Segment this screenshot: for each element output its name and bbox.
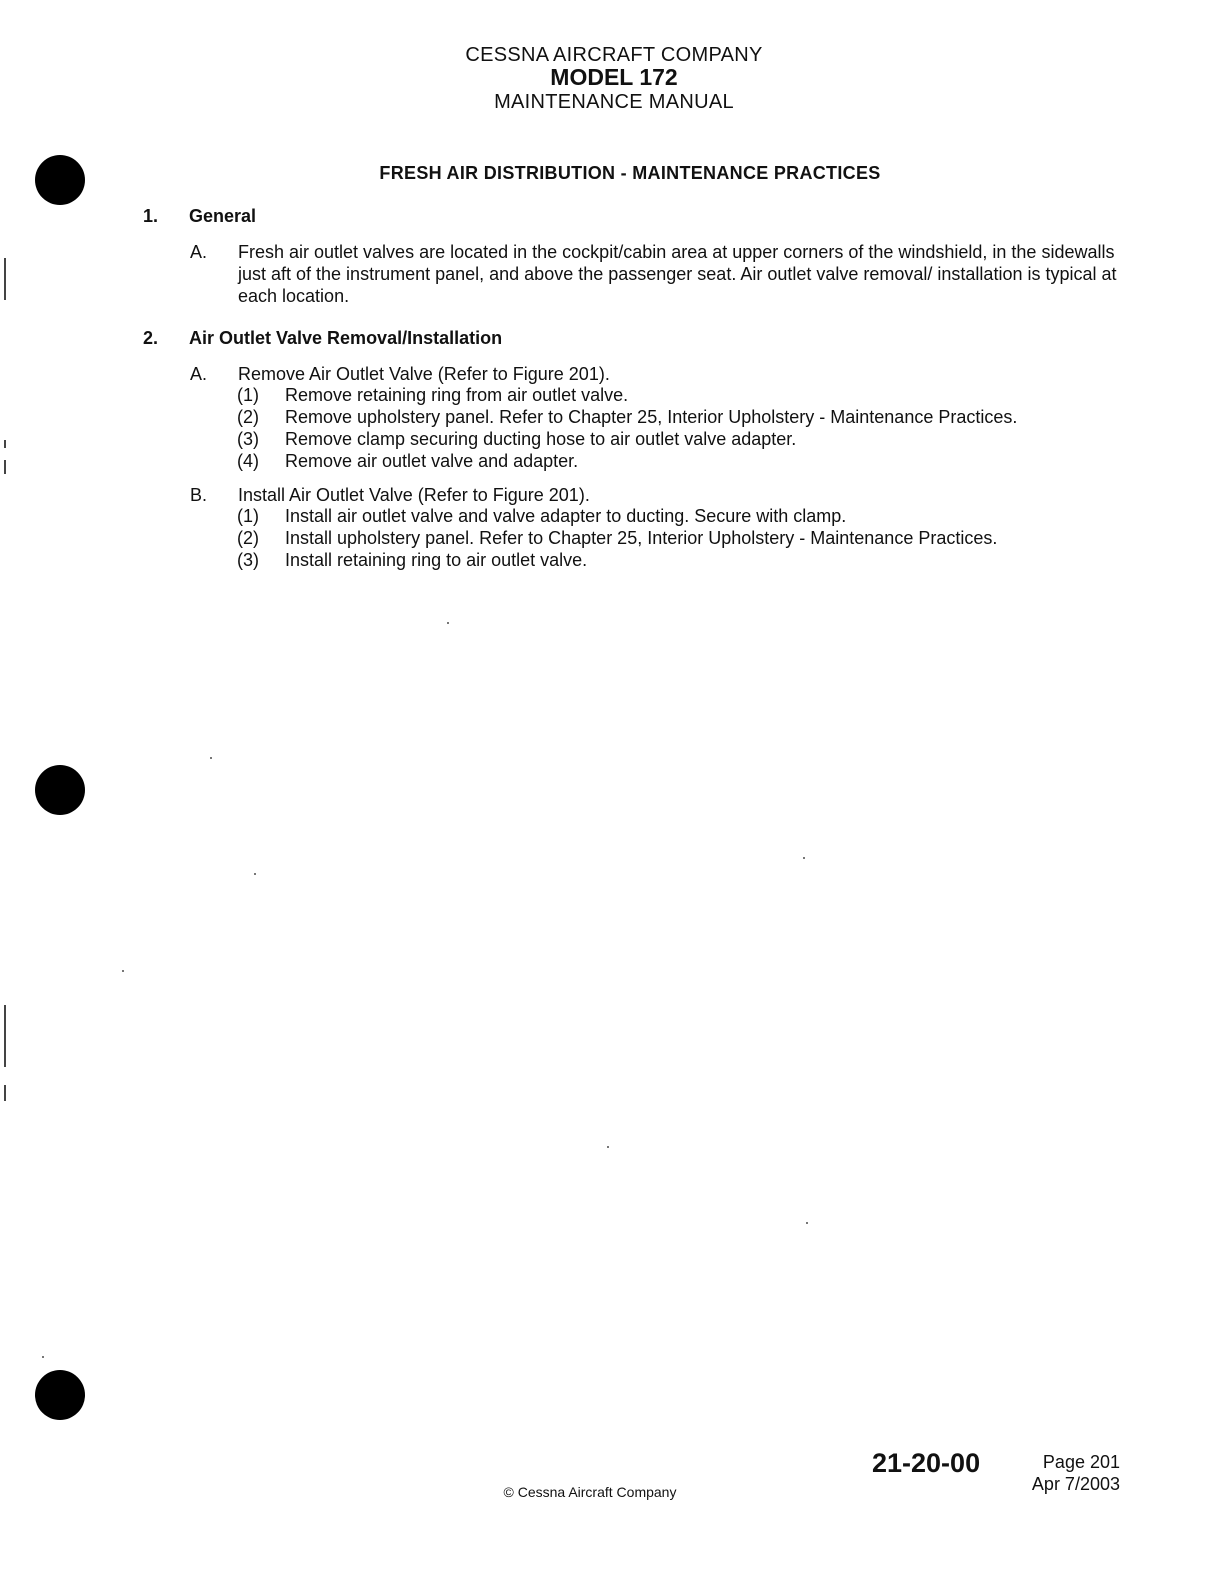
section-title: FRESH AIR DISTRIBUTION - MAINTENANCE PRACTICES bbox=[379, 163, 881, 183]
scan-speck bbox=[803, 857, 805, 859]
step-text: Remove clamp securing ducting hose to air outlet valve adapter. bbox=[285, 429, 797, 449]
scan-speck bbox=[122, 970, 124, 972]
section-number: 2. bbox=[143, 328, 159, 348]
header-company: CESSNA AIRCRAFT COMPANY bbox=[465, 44, 763, 66]
footer-revision-date: Apr 7/2003 bbox=[1031, 1474, 1120, 1494]
paragraph-letter: A. bbox=[190, 242, 208, 262]
step-number: (2) bbox=[237, 407, 259, 427]
scan-speck bbox=[254, 873, 256, 875]
footer-page-number: Page 201 bbox=[1042, 1452, 1120, 1472]
step-number: (1) bbox=[237, 506, 259, 526]
margin-mark bbox=[4, 1005, 6, 1067]
step-text: Install air outlet valve and valve adapter to ducting. Secure with clamp. bbox=[285, 506, 847, 526]
step-number: (1) bbox=[237, 385, 259, 405]
step-remove-1 bbox=[237, 384, 1117, 406]
margin-mark bbox=[4, 460, 6, 474]
step-install-1 bbox=[237, 505, 1117, 527]
step-remove-2 bbox=[237, 406, 1117, 428]
step-number: (3) bbox=[237, 429, 259, 449]
section-title-text: Air Outlet Valve Removal/Installation bbox=[189, 328, 503, 348]
punch-hole-bottom bbox=[35, 1370, 85, 1420]
paragraph-text: Remove Air Outlet Valve (Refer to Figure 201). bbox=[238, 364, 610, 384]
step-install-2 bbox=[237, 527, 1117, 549]
punch-hole-middle bbox=[35, 765, 85, 815]
scan-speck bbox=[607, 1146, 609, 1148]
section-number: 1. bbox=[143, 206, 159, 226]
paragraph-install-b bbox=[190, 484, 1120, 506]
scan-speck bbox=[447, 622, 449, 624]
step-text: Remove upholstery panel. Refer to Chapter 25, Interior Upholstery - Maintenance Practices. bbox=[285, 407, 1018, 427]
scan-speck bbox=[42, 1356, 44, 1358]
step-number: (4) bbox=[237, 451, 259, 471]
step-install-3 bbox=[237, 549, 1117, 571]
step-remove-4 bbox=[237, 450, 1117, 472]
paragraph-letter: A. bbox=[190, 364, 208, 384]
paragraph-text: Fresh air outlet valves are located in the cockpit/cabin area at upper corners of the windshield, in the sidewalls just aft of the instrument panel, and above the passenger seat. Air outlet valve removal/ installation is typical at each location. bbox=[238, 242, 1117, 306]
step-text: Install upholstery panel. Refer to Chapter 25, Interior Upholstery - Maintenance Practices. bbox=[285, 528, 998, 548]
paragraph-general-a bbox=[190, 241, 1120, 311]
header-manual: MAINTENANCE MANUAL bbox=[494, 91, 734, 113]
step-number: (3) bbox=[237, 550, 259, 570]
section-title-text: General bbox=[189, 206, 257, 226]
header-model: MODEL 172 bbox=[550, 64, 678, 90]
scan-speck bbox=[210, 757, 212, 759]
step-text: Remove air outlet valve and adapter. bbox=[285, 451, 579, 471]
paragraph-letter: B. bbox=[190, 485, 208, 505]
step-text: Install retaining ring to air outlet valve. bbox=[285, 550, 588, 570]
step-number: (2) bbox=[237, 528, 259, 548]
scan-speck bbox=[806, 1222, 808, 1224]
step-remove-3 bbox=[237, 428, 1117, 450]
section-heading-removal-installation bbox=[143, 328, 843, 352]
section-heading-general bbox=[143, 206, 743, 230]
paragraph-text: Install Air Outlet Valve (Refer to Figure 201). bbox=[238, 485, 590, 505]
paragraph-remove-a bbox=[190, 363, 1120, 385]
margin-mark bbox=[4, 440, 6, 448]
step-text: Remove retaining ring from air outlet valve. bbox=[285, 385, 629, 405]
footer-chapter-code: 21-20-00 bbox=[872, 1448, 981, 1478]
footer-copyright: © Cessna Aircraft Company bbox=[503, 1484, 677, 1500]
margin-mark bbox=[4, 258, 6, 300]
margin-mark bbox=[4, 1085, 6, 1101]
